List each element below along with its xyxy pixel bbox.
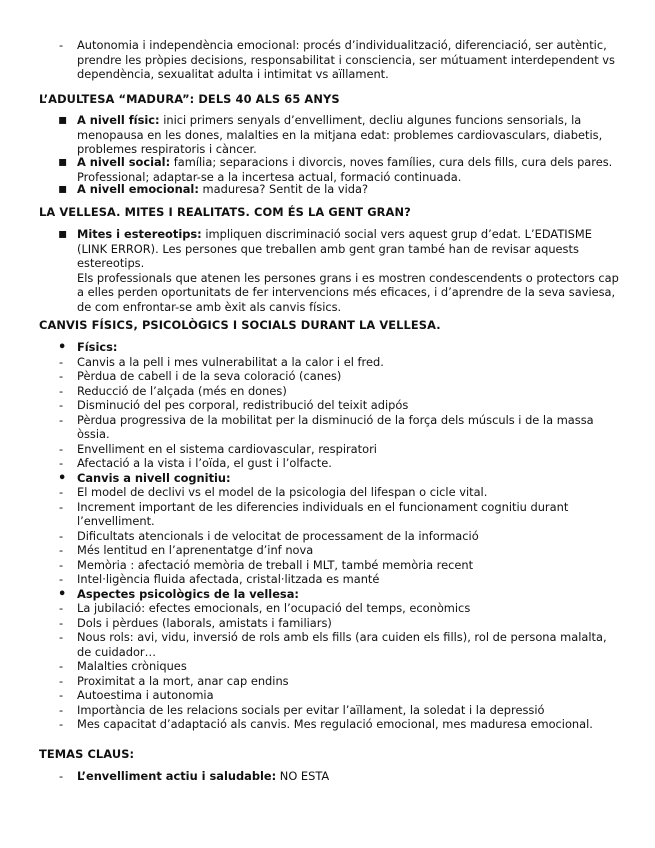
section-heading-adultesa: L’ADULTESA “MADURA”: DELS 40 ALS 65 ANYS [39,92,340,106]
list-item [0,616,655,631]
dash-bullet [59,674,63,689]
group-title-item [0,340,655,355]
dash-bullet [59,384,63,399]
item-label: A nivell físic: [77,113,160,127]
list-item [0,38,655,82]
list-item [0,703,655,718]
item-label: A nivell emocional: [77,182,199,196]
list-item [0,500,655,529]
dash-bullet [59,38,63,53]
group-title: Físics: [77,340,118,354]
section-heading-vellesa: LA VELLESA. MITES I REALITATS. COM ÉS LA GENT GRAN? [39,205,411,219]
dash-bullet [59,456,63,471]
dash-bullet [59,659,63,674]
dash-bullet [59,413,63,428]
item-text: Intel·ligència fluida afectada, cristal·litzada es manté [77,572,380,586]
item-text: família; separacions i divorcis, noves famílies, cura dels fills, cura dels pares. Professional; adaptar-se a la incertesa actual, formació continuada. [77,155,613,184]
list-item [0,674,655,689]
item-text: Proximitat a la mort, anar cap endins [77,673,289,688]
dash-bullet [59,630,63,645]
list-item [0,227,655,314]
dash-bullet [59,543,63,558]
item-text: Autoestima i autonomia [77,688,214,702]
list-item [0,688,655,703]
item-text: Mes capacitat d’adaptació als canvis. Mes regulació emocional, mes maduresa emocional. [77,717,593,731]
dash-bullet [59,442,63,457]
section-heading-temes: TEMAS CLAUS: [39,747,135,761]
item-text: NO ESTA [276,769,330,783]
square-bullet [58,182,70,197]
list-item [0,543,655,558]
list-item [0,355,655,370]
item-text: Pèrdua progressiva de la mobilitat per la disminució de la força dels músculs i de la massa òssia. [77,412,594,441]
list-item [0,384,655,399]
square-bullet [58,227,70,242]
item-text: Canvis a la pell i mes vulnerabilitat a la calor i el fred. [77,354,384,369]
list-item [0,659,655,674]
group-title: Canvis a nivell cognitiu: [77,470,231,485]
dash-bullet [59,369,63,384]
group-title-item [0,471,655,486]
list-item [0,485,655,500]
list-item [0,182,655,197]
changes-list [0,340,655,732]
dash-bullet [59,688,63,703]
section-heading-canvis: CANVIS FÍSICS, PSICOLÒGICS I SOCIALS DURANT LA VELLESA. [39,318,441,332]
dash-bullet [59,572,63,587]
round-bullet [58,587,70,603]
item-text: La jubilació: efectes emocionals, en l’ocupació del temps, econòmics [77,601,471,615]
item-text: El model de declivi vs el model de la psicologia del lifespan o cicle vital. [77,485,488,499]
dash-bullet [59,601,63,616]
list-item [0,369,655,384]
list-item [0,456,655,471]
dash-bullet [59,558,63,573]
dash-bullet [59,500,63,515]
round-bullet [58,471,70,487]
item-extra-text: Els professionals que atenen les persones grans i es mostren condescendents o protectors cap a elles perden oportunitats de fer intervencions més eficaces, i d’aprendre de la seva saviesa, de com enfrontar-se amb èxit als canvis físics. [77,270,619,314]
item-text: inici primers senyals d’envelliment, decliu algunes funcions sensorials, la menopausa en les dones, malalties en la mitjana edat: problemes cardiovasculars, diabetis, problemes respiratoris i càncer. [77,113,603,156]
item-text: Disminució del pes corporal, redistribució del teixit adipós [77,398,409,412]
intro-text: Autonomia i independència emocional: procés d’individualització, diferenciació, ser autèntic, prendre les pròpies decisions, responsabilitat i consciencia, ser mútuament interdependent vs dependència, sexualitat adulta i intimitat vs aïllament. [77,38,615,81]
list-item [0,769,655,784]
group-title: Aspectes psicològics de la vellesa: [77,586,299,601]
list-item [0,113,655,157]
item-text: Dificultats atencionals i de velocitat de processament de la informació [77,528,479,543]
list-item [0,529,655,544]
item-text: Dols i pèrdues (laborals, amistats i familiars) [77,615,332,630]
dash-bullet [59,769,63,784]
list-item [0,630,655,659]
item-text: maduresa? Sentit de la vida? [198,182,369,196]
item-text: Importància de les relacions socials per evitar l’aïllament, la soledat i la depressió [77,702,545,717]
list-item [0,442,655,457]
list-item [0,717,655,732]
square-bullet [58,155,70,170]
item-text: Nous rols: avi, vidu, inversió de rols amb els fills (ara cuiden els fills), rol de persona malalta, de cuidador… [77,630,607,659]
list-item [0,572,655,587]
item-text: Reducció de l’alçada (més en dones) [77,383,287,398]
round-bullet [58,340,70,356]
item-text: Memòria : afectació memòria de treball i MLT, també memòria recent [77,557,474,572]
list-item [0,558,655,573]
dash-bullet [59,703,63,718]
item-text: impliquen discriminació social vers aquest grup d’edat. L’EDATISME (LINK ERROR). Les persones que treballen amb gent gran també han de revisar aquests estereotips. [77,227,592,270]
dash-bullet [59,717,63,732]
item-label: Mites i estereotips: [77,227,202,241]
item-text: Pèrdua de cabell i de la seva coloració (canes) [77,369,342,383]
list-item [0,601,655,616]
list-item [0,155,655,184]
dash-bullet [59,529,63,544]
list-item [0,398,655,413]
item-text: Envelliment en el sistema cardiovascular, respiratori [77,441,377,456]
item-text: Afectació a la vista i l’oïda, el gust i l’olfacte. [77,456,332,470]
dash-bullet [59,485,63,500]
dash-bullet [59,355,63,370]
item-label: L’envelliment actiu i saludable: [77,769,277,783]
item-text: Malalties cròniques [77,659,187,673]
item-text: Increment important de les diferencies individuals en el funcionament cognitiu durant l’envelliment. [77,499,569,528]
group-title-item [0,587,655,602]
list-item [0,413,655,442]
dash-bullet [59,398,63,413]
item-label: A nivell social: [77,155,171,169]
square-bullet [58,113,70,128]
item-text: Més lentitud en l’aprenentatge d’inf nova [77,543,314,557]
dash-bullet [59,616,63,631]
